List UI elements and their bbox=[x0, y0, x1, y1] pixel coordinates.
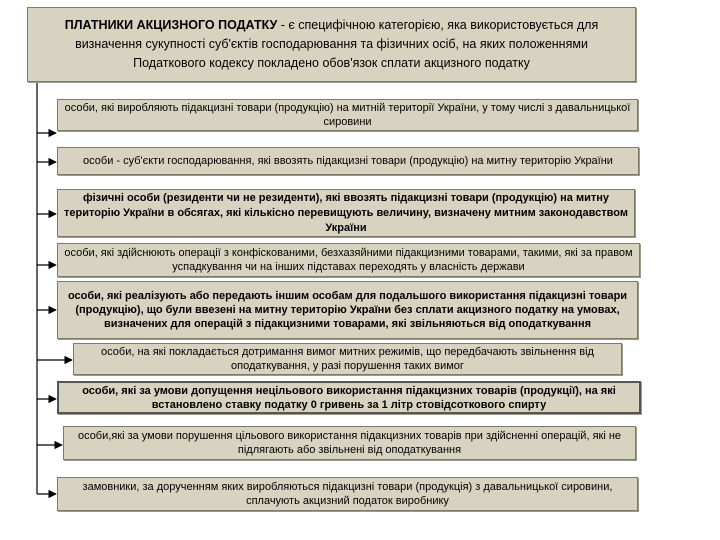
payer-box-8 bbox=[63, 426, 636, 460]
payer-text-4: особи, які здійснюють операції з конфіскованими, безхазяйними підакцизними товарами, такими, які за правом успадкування чи на інших підставах переходять у власність держави bbox=[64, 247, 633, 273]
payer-text-9: замовники, за дорученням яких виробляються підакцизні товари (продукція) з давальницької сировини, сплачують акцизний податок виробнику bbox=[82, 481, 613, 507]
header-text bbox=[38, 16, 625, 73]
payer-text-6: особи, на які покладається дотримання вимог митних режимів, що передбачають звільнення від оподаткування, у разі порушення таких вимог bbox=[101, 346, 594, 372]
payer-box-6 bbox=[73, 343, 622, 375]
payer-box-5 bbox=[57, 281, 638, 339]
payer-text-1: особи, які виробляють підакцизні товари (продукцію) на митній території України, у тому числі з давальницької сировини bbox=[64, 102, 631, 128]
header-definition: - є специфічною категорією, яка використовується для визначення сукупності суб'єктів господарювання та фізичних осіб, на яких положеннями Податкового кодексу покладено обов'язок сплати акцизного податку bbox=[75, 18, 599, 70]
payer-text-8: особи,які за умови порушення цільового використання підакцизних товарів при здійсненні операцій, які не підлягають або звільнені від оподаткування bbox=[77, 430, 622, 456]
payer-text-7: особи, які за умови допущення нецільового використання підакцизних товарів (продукції), на які встановлено ставку податку 0 гривень за 1 літр стовідсоткового спирту bbox=[82, 384, 616, 411]
payer-box-1 bbox=[57, 99, 638, 131]
payer-box-3 bbox=[57, 189, 635, 237]
payer-text-5: особи, які реалізують або передають іншим особам для подальшого використання підакцизні товари (продукцію), що були ввезені на митну територію України без сплати акцизного податку на умовах, визначених для операцій з підакцизними товарами, які звільняються від оподаткування bbox=[67, 290, 628, 330]
payer-text-2: особи - суб'єкти господарювання, які ввозять підакцизні товари (продукцію) на митну територію України bbox=[83, 155, 613, 167]
payer-box-4 bbox=[57, 243, 640, 277]
payer-text-3: фізичні особи (резиденти чи не резиденти), які ввозять підакцизні товари (продукцію) на митну територію України в обсягах, які кількісно перевищують величину, визначену митним законодавством України bbox=[64, 191, 628, 234]
payer-box-7 bbox=[57, 381, 641, 414]
header-definition-box bbox=[27, 7, 636, 82]
payer-box-9 bbox=[57, 477, 638, 511]
header-title: ПЛАТНИКИ АКЦИЗНОГО ПОДАТКУ bbox=[64, 18, 278, 32]
payer-box-2 bbox=[57, 147, 639, 175]
